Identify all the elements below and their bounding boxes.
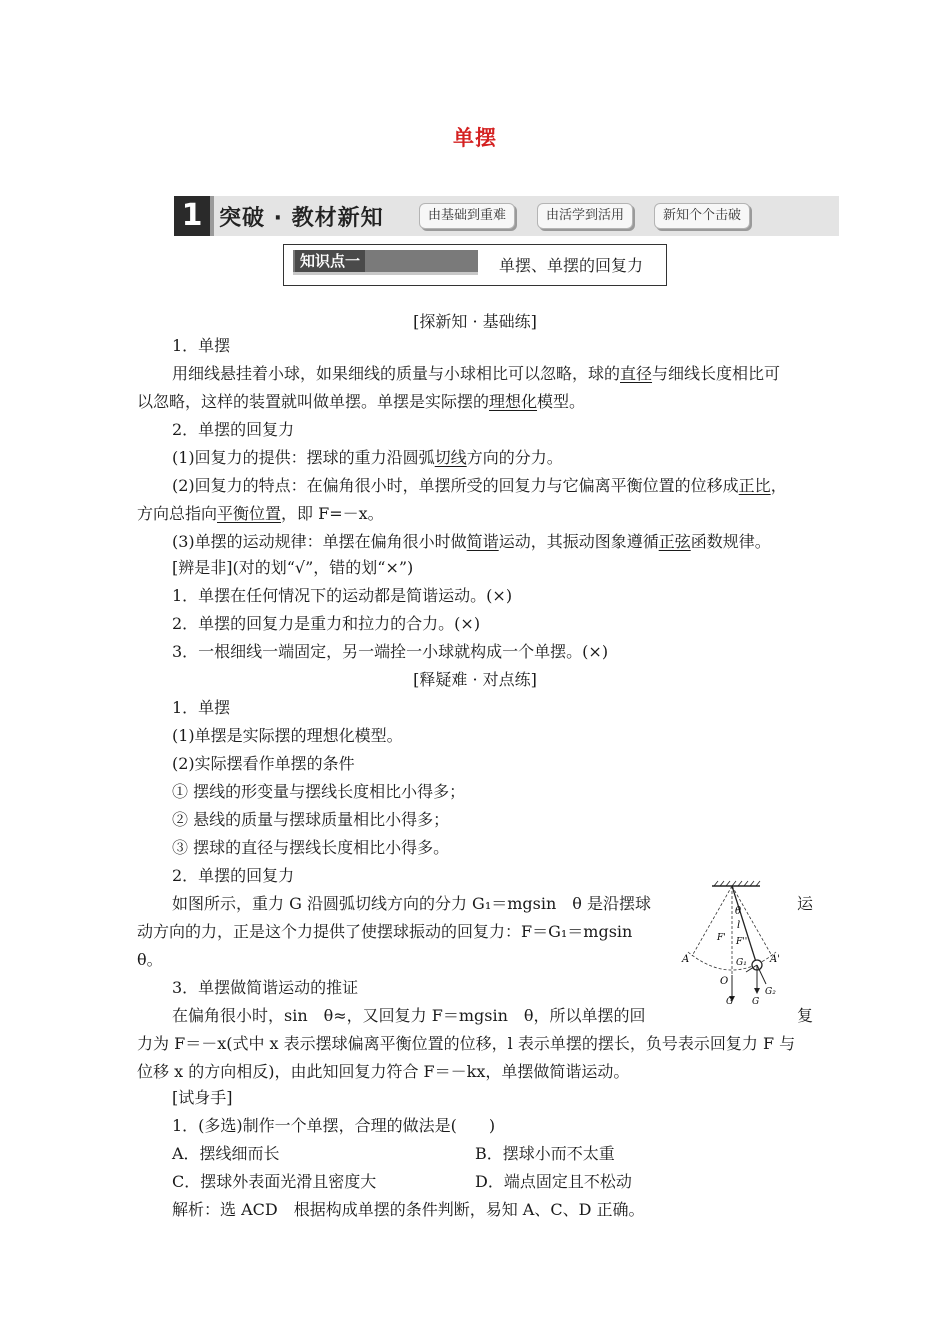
paragraph-definition-cont: 以忽略，这样的装置就叫做单摆。单摆是实际摆的理想化模型。 — [137, 392, 586, 411]
force-explanation: 如图所示，重力 G 沿圆弧切线方向的分力 G₁＝mgsin θ 是沿摆球 — [172, 894, 652, 913]
heading-derivation: 3．单摆做简谐运动的推证 — [172, 978, 359, 997]
banner-tag-basic: 由基础到重难 — [419, 203, 515, 229]
label-a: A — [682, 954, 690, 965]
banner-tag-apply: 由活学到活用 — [537, 203, 633, 229]
option-d: D．端点固定且不松动 — [475, 1172, 632, 1191]
option-a: A．摆线细而长 — [172, 1144, 280, 1163]
label-length: l — [737, 920, 741, 931]
text-line: (1)单摆是实际摆的理想化模型。 — [172, 726, 403, 745]
judge-item: 2．单摆的回复力是重力和拉力的合力。(×) — [172, 614, 481, 633]
knowledge-point-box — [283, 244, 667, 286]
derivation-line: 位移 x 的方向相反)，由此知回复力符合 F＝－kx，单摆做简谐运动。 — [137, 1062, 630, 1081]
restoring-force-feature-cont: 方向总指向平衡位置，即 F=－x。 — [137, 504, 384, 523]
practice-answer: 解析：选 ACD 根据构成单摆的条件判断，易知 A、C、D 正确。 — [172, 1200, 645, 1219]
knowledge-point-tag — [293, 250, 478, 275]
label-g1: G₁ — [736, 958, 747, 968]
paragraph-definition: 用细线悬挂着小球，如果细线的质量与小球相比可以忽略，球的直径与细线长度相比可 — [172, 364, 781, 383]
left-extreme-string — [692, 886, 732, 956]
knowledge-point-label: 知识点一 — [295, 250, 365, 272]
force-explanation-end: 运 — [797, 894, 814, 913]
motion-rule: (3)单摆的运动规律：单摆在偏角很小时做简谐运动，其振动图象遵循正弦函数规律。 — [172, 532, 771, 551]
page-title: 单摆 — [453, 126, 497, 150]
banner-tag-breakthrough: 新知个个击破 — [654, 203, 750, 229]
pendulum-diagram — [680, 880, 790, 1005]
derivation-line: 力为 F＝－x(式中 x 表示摆球偏离平衡位置的位移，l 表示单摆的摆长，负号表示回复力 F 与 — [137, 1034, 796, 1053]
judge-item: 3．一根细线一端固定，另一端拴一小球就构成一个单摆。(×) — [172, 642, 609, 661]
option-c: C．摆球外表面光滑且密度大 — [172, 1172, 377, 1191]
condition-item: ① 摆线的形变量与摆线长度相比小得多； — [172, 782, 466, 801]
condition-item: ③ 摆球的直径与摆线长度相比小得多。 — [172, 838, 450, 857]
derivation-line: 在偏角很小时，sin θ≈，又回复力 F＝mgsin θ，所以单摆的回 — [172, 1006, 646, 1025]
derivation-line-end: 复 — [797, 1006, 814, 1025]
label-theta: θ — [735, 906, 742, 917]
practice-question: 1．(多选)制作一个单摆，合理的做法是( ) — [172, 1116, 496, 1135]
condition-item: ② 悬线的质量与摆球质量相比小得多； — [172, 810, 450, 829]
section-header-clarify: [释疑难 · 对点练] — [413, 670, 537, 689]
label-o: O — [720, 976, 729, 987]
label-g-right: G — [752, 997, 760, 1005]
banner-title: 突破 · 教材新知 — [219, 206, 384, 231]
force-explanation-cont: 动方向的力，正是这个力提供了使摆球振动的回复力：F＝G₁＝mgsin — [137, 922, 633, 941]
text-line: (2)实际摆看作单摆的条件 — [172, 754, 355, 773]
section-banner — [174, 196, 839, 236]
label-g-left: G — [726, 997, 734, 1005]
section-header-explore: [探新知 · 基础练] — [413, 312, 537, 331]
practice-header: [试身手] — [172, 1088, 233, 1107]
heading-restoring-force-2: 2．单摆的回复力 — [172, 866, 295, 885]
label-f-prime: F' — [717, 933, 726, 943]
option-b: B．摆球小而不太重 — [475, 1144, 615, 1163]
heading-pendulum-2: 1．单摆 — [172, 698, 231, 717]
label-g2: G₂ — [765, 987, 776, 997]
pendulum-string — [732, 886, 756, 962]
label-f-dprime: F'' — [736, 937, 748, 947]
judge-item: 1．单摆在任何情况下的运动都是简谐运动。(×) — [172, 586, 513, 605]
heading-restoring-force: 2．单摆的回复力 — [172, 420, 295, 439]
label-a-prime: A' — [770, 954, 780, 965]
restoring-force-source: (1)回复力的提供：摆球的重力沿圆弧切线方向的分力。 — [172, 448, 563, 467]
banner-number: 1 — [174, 196, 210, 236]
heading-pendulum: 1．单摆 — [172, 336, 231, 355]
judge-header: [辨是非](对的划“√”，错的划“×”) — [172, 558, 414, 577]
restoring-force-feature: (2)回复力的特点：在偏角很小时，单摆所受的回复力与它偏离平衡位置的位移成正比， — [172, 476, 787, 495]
knowledge-point-title: 单摆、单摆的回复力 — [499, 256, 644, 275]
force-explanation-end2: θ。 — [137, 950, 163, 969]
